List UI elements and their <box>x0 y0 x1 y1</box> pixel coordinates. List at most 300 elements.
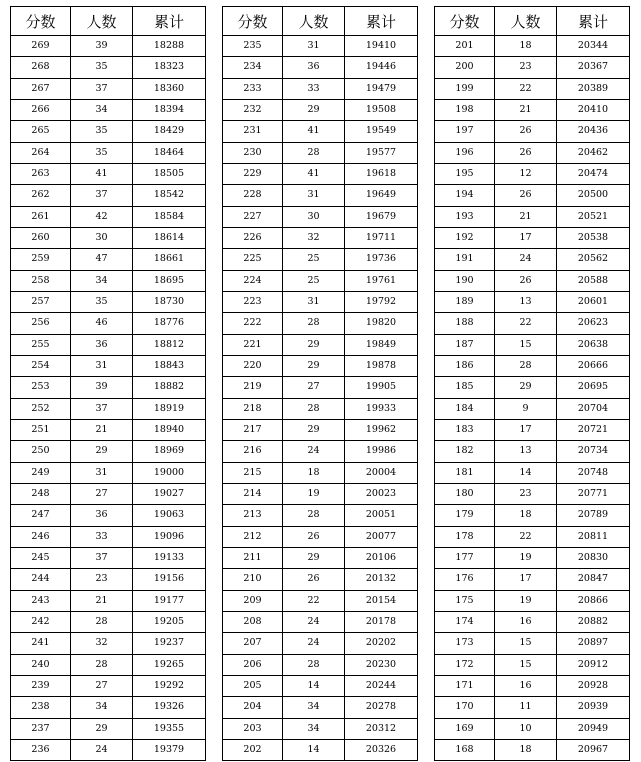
cumulative-cell: 20367 <box>557 57 630 78</box>
count-cell: 29 <box>283 334 345 355</box>
score-cell: 206 <box>223 654 283 675</box>
score-cell: 260 <box>11 227 71 248</box>
cumulative-cell: 18940 <box>133 419 206 440</box>
cumulative-cell: 20474 <box>557 163 630 184</box>
table-row <box>223 633 418 654</box>
cumulative-cell: 20704 <box>557 398 630 419</box>
cumulative-cell: 19736 <box>345 249 418 270</box>
score-cell: 256 <box>11 313 71 334</box>
table-row <box>11 569 206 590</box>
count-cell: 12 <box>495 163 557 184</box>
table-row <box>435 675 630 696</box>
table-row <box>435 121 630 142</box>
table-row <box>435 441 630 462</box>
table-row <box>11 121 206 142</box>
score-cell: 235 <box>223 36 283 57</box>
score-cell: 207 <box>223 633 283 654</box>
table-row <box>223 611 418 632</box>
score-cell: 205 <box>223 675 283 696</box>
cumulative-cell: 19177 <box>133 590 206 611</box>
score-cell: 194 <box>435 185 495 206</box>
cumulative-cell: 20004 <box>345 462 418 483</box>
cumulative-cell: 19292 <box>133 675 206 696</box>
count-cell: 19 <box>495 547 557 568</box>
score-cell: 269 <box>11 36 71 57</box>
count-cell: 21 <box>495 99 557 120</box>
cumulative-cell: 18661 <box>133 249 206 270</box>
header-count: 人数 <box>283 7 345 36</box>
count-cell: 23 <box>495 483 557 504</box>
count-cell: 28 <box>495 355 557 376</box>
score-cell: 174 <box>435 611 495 632</box>
table-row <box>435 697 630 718</box>
count-cell: 35 <box>71 291 133 312</box>
cumulative-cell: 20278 <box>345 697 418 718</box>
table-row <box>223 697 418 718</box>
score-cell: 219 <box>223 377 283 398</box>
count-cell: 11 <box>495 697 557 718</box>
count-cell: 14 <box>283 739 345 760</box>
cumulative-cell: 20106 <box>345 547 418 568</box>
table-row <box>223 227 418 248</box>
table-row <box>11 334 206 355</box>
count-cell: 24 <box>283 633 345 654</box>
count-cell: 15 <box>495 633 557 654</box>
cumulative-cell: 18542 <box>133 185 206 206</box>
score-cell: 172 <box>435 654 495 675</box>
table-row <box>11 483 206 504</box>
score-cell: 182 <box>435 441 495 462</box>
score-cell: 171 <box>435 675 495 696</box>
table-row <box>223 249 418 270</box>
cumulative-cell: 19479 <box>345 78 418 99</box>
count-cell: 21 <box>71 419 133 440</box>
count-cell: 19 <box>283 483 345 504</box>
cumulative-cell: 20132 <box>345 569 418 590</box>
score-cell: 203 <box>223 718 283 739</box>
count-cell: 31 <box>71 355 133 376</box>
cumulative-cell: 19379 <box>133 739 206 760</box>
table-row <box>223 78 418 99</box>
cumulative-cell: 18360 <box>133 78 206 99</box>
count-cell: 23 <box>71 569 133 590</box>
count-cell: 29 <box>71 441 133 462</box>
count-cell: 27 <box>71 675 133 696</box>
score-cell: 186 <box>435 355 495 376</box>
cumulative-cell: 20588 <box>557 270 630 291</box>
table-row <box>223 654 418 675</box>
table-row <box>435 569 630 590</box>
header-row <box>223 7 418 36</box>
count-cell: 17 <box>495 569 557 590</box>
cumulative-cell: 18843 <box>133 355 206 376</box>
cumulative-cell: 19711 <box>345 227 418 248</box>
cumulative-cell: 18323 <box>133 57 206 78</box>
table-row <box>11 462 206 483</box>
table-row <box>11 313 206 334</box>
header-cumulative: 累计 <box>133 7 206 36</box>
score-cell: 175 <box>435 590 495 611</box>
table-row <box>11 441 206 462</box>
count-cell: 28 <box>283 654 345 675</box>
score-cell: 178 <box>435 526 495 547</box>
score-cell: 187 <box>435 334 495 355</box>
table-row <box>223 163 418 184</box>
table-row <box>435 142 630 163</box>
score-cell: 233 <box>223 78 283 99</box>
count-cell: 32 <box>283 227 345 248</box>
table-row <box>11 163 206 184</box>
header-score: 分数 <box>435 7 495 36</box>
cumulative-cell: 19820 <box>345 313 418 334</box>
cumulative-cell: 20721 <box>557 419 630 440</box>
score-cell: 215 <box>223 462 283 483</box>
cumulative-cell: 20562 <box>557 249 630 270</box>
score-cell: 226 <box>223 227 283 248</box>
score-cell: 255 <box>11 334 71 355</box>
count-cell: 15 <box>495 654 557 675</box>
table-body <box>11 36 206 761</box>
count-cell: 46 <box>71 313 133 334</box>
count-cell: 32 <box>71 633 133 654</box>
score-cell: 234 <box>223 57 283 78</box>
score-cell: 218 <box>223 398 283 419</box>
score-cell: 190 <box>435 270 495 291</box>
cumulative-cell: 20312 <box>345 718 418 739</box>
cumulative-cell: 20410 <box>557 99 630 120</box>
cumulative-cell: 20178 <box>345 611 418 632</box>
count-cell: 36 <box>283 57 345 78</box>
table-row <box>223 57 418 78</box>
cumulative-cell: 19508 <box>345 99 418 120</box>
table-row <box>435 419 630 440</box>
cumulative-cell: 18882 <box>133 377 206 398</box>
count-cell: 14 <box>495 462 557 483</box>
header-score: 分数 <box>11 7 71 36</box>
count-cell: 26 <box>283 569 345 590</box>
table-row <box>435 99 630 120</box>
cumulative-cell: 19849 <box>345 334 418 355</box>
cumulative-cell: 20866 <box>557 590 630 611</box>
table-row <box>11 185 206 206</box>
score-cell: 185 <box>435 377 495 398</box>
score-cell: 238 <box>11 697 71 718</box>
score-cell: 181 <box>435 462 495 483</box>
score-cell: 200 <box>435 57 495 78</box>
cumulative-cell: 20949 <box>557 718 630 739</box>
score-cell: 251 <box>11 419 71 440</box>
count-cell: 24 <box>495 249 557 270</box>
cumulative-cell: 20344 <box>557 36 630 57</box>
count-cell: 15 <box>495 334 557 355</box>
score-table-2 <box>222 6 418 761</box>
cumulative-cell: 20538 <box>557 227 630 248</box>
table-row <box>223 547 418 568</box>
score-cell: 264 <box>11 142 71 163</box>
count-cell: 33 <box>71 526 133 547</box>
table-row <box>11 355 206 376</box>
cumulative-cell: 19096 <box>133 526 206 547</box>
score-cell: 262 <box>11 185 71 206</box>
table-row <box>223 355 418 376</box>
count-cell: 34 <box>71 697 133 718</box>
count-cell: 28 <box>283 505 345 526</box>
table-row <box>435 249 630 270</box>
cumulative-cell: 20789 <box>557 505 630 526</box>
count-cell: 42 <box>71 206 133 227</box>
table-row <box>11 206 206 227</box>
count-cell: 29 <box>283 547 345 568</box>
cumulative-cell: 20462 <box>557 142 630 163</box>
count-cell: 41 <box>283 163 345 184</box>
table-row <box>11 227 206 248</box>
cumulative-cell: 19063 <box>133 505 206 526</box>
count-cell: 27 <box>71 483 133 504</box>
cumulative-cell: 19933 <box>345 398 418 419</box>
cumulative-cell: 18394 <box>133 99 206 120</box>
count-cell: 24 <box>71 739 133 760</box>
count-cell: 33 <box>283 78 345 99</box>
cumulative-cell: 19355 <box>133 718 206 739</box>
score-table-1 <box>10 6 206 761</box>
table-row <box>11 739 206 760</box>
score-cell: 223 <box>223 291 283 312</box>
cumulative-cell: 18464 <box>133 142 206 163</box>
score-cell: 222 <box>223 313 283 334</box>
table-row <box>11 526 206 547</box>
table-row <box>223 419 418 440</box>
score-cell: 169 <box>435 718 495 739</box>
cumulative-cell: 20912 <box>557 654 630 675</box>
score-cell: 246 <box>11 526 71 547</box>
score-cell: 198 <box>435 99 495 120</box>
score-cell: 221 <box>223 334 283 355</box>
table-row <box>435 78 630 99</box>
count-cell: 9 <box>495 398 557 419</box>
score-cell: 240 <box>11 654 71 675</box>
cumulative-cell: 20389 <box>557 78 630 99</box>
cumulative-cell: 19000 <box>133 462 206 483</box>
count-cell: 21 <box>495 206 557 227</box>
cumulative-cell: 20695 <box>557 377 630 398</box>
cumulative-cell: 18614 <box>133 227 206 248</box>
table-row <box>435 355 630 376</box>
table-row <box>223 526 418 547</box>
table-row <box>11 633 206 654</box>
table-row <box>11 675 206 696</box>
count-cell: 17 <box>495 227 557 248</box>
table-row <box>435 334 630 355</box>
table-row <box>435 590 630 611</box>
score-cell: 220 <box>223 355 283 376</box>
table-row <box>435 611 630 632</box>
score-cell: 204 <box>223 697 283 718</box>
cumulative-cell: 18812 <box>133 334 206 355</box>
table-row <box>223 36 418 57</box>
cumulative-cell: 19962 <box>345 419 418 440</box>
header-cumulative: 累计 <box>557 7 630 36</box>
cumulative-cell: 19205 <box>133 611 206 632</box>
count-cell: 13 <box>495 291 557 312</box>
table-row <box>223 291 418 312</box>
score-cell: 209 <box>223 590 283 611</box>
count-cell: 16 <box>495 675 557 696</box>
score-cell: 183 <box>435 419 495 440</box>
score-cell: 168 <box>435 739 495 760</box>
cumulative-cell: 18730 <box>133 291 206 312</box>
score-cell: 258 <box>11 270 71 291</box>
score-cell: 253 <box>11 377 71 398</box>
score-cell: 266 <box>11 99 71 120</box>
cumulative-cell: 20436 <box>557 121 630 142</box>
cumulative-cell: 20638 <box>557 334 630 355</box>
table-row <box>11 291 206 312</box>
count-cell: 26 <box>495 185 557 206</box>
count-cell: 26 <box>495 270 557 291</box>
table-row <box>435 505 630 526</box>
score-table-3 <box>434 6 630 761</box>
cumulative-cell: 20771 <box>557 483 630 504</box>
score-cell: 211 <box>223 547 283 568</box>
cumulative-cell: 19649 <box>345 185 418 206</box>
count-cell: 29 <box>495 377 557 398</box>
count-cell: 31 <box>283 185 345 206</box>
table-row <box>11 547 206 568</box>
score-cell: 184 <box>435 398 495 419</box>
cumulative-cell: 19326 <box>133 697 206 718</box>
cumulative-cell: 20939 <box>557 697 630 718</box>
table-row <box>11 377 206 398</box>
table-row <box>11 270 206 291</box>
score-cell: 177 <box>435 547 495 568</box>
count-cell: 17 <box>495 419 557 440</box>
cumulative-cell: 20051 <box>345 505 418 526</box>
score-cell: 199 <box>435 78 495 99</box>
score-cell: 217 <box>223 419 283 440</box>
score-cell: 267 <box>11 78 71 99</box>
count-cell: 22 <box>495 313 557 334</box>
score-cell: 202 <box>223 739 283 760</box>
table-row <box>11 78 206 99</box>
score-cell: 225 <box>223 249 283 270</box>
header-score: 分数 <box>223 7 283 36</box>
count-cell: 28 <box>283 313 345 334</box>
table-row <box>223 441 418 462</box>
cumulative-cell: 20202 <box>345 633 418 654</box>
table-row <box>223 590 418 611</box>
count-cell: 28 <box>283 398 345 419</box>
score-cell: 212 <box>223 526 283 547</box>
cumulative-cell: 18505 <box>133 163 206 184</box>
count-cell: 37 <box>71 185 133 206</box>
score-cell: 193 <box>435 206 495 227</box>
score-cell: 224 <box>223 270 283 291</box>
score-cell: 252 <box>11 398 71 419</box>
table-row <box>11 398 206 419</box>
cumulative-cell: 20077 <box>345 526 418 547</box>
table-row <box>223 377 418 398</box>
table-row <box>11 611 206 632</box>
cumulative-cell: 20882 <box>557 611 630 632</box>
score-cell: 265 <box>11 121 71 142</box>
table-row <box>11 57 206 78</box>
table-row <box>223 334 418 355</box>
score-cell: 228 <box>223 185 283 206</box>
table-row <box>435 633 630 654</box>
cumulative-cell: 18919 <box>133 398 206 419</box>
cumulative-cell: 18776 <box>133 313 206 334</box>
count-cell: 29 <box>283 419 345 440</box>
table-row <box>11 36 206 57</box>
cumulative-cell: 19618 <box>345 163 418 184</box>
count-cell: 31 <box>283 36 345 57</box>
count-cell: 19 <box>495 590 557 611</box>
table-row <box>435 163 630 184</box>
cumulative-cell: 19410 <box>345 36 418 57</box>
table-row <box>223 505 418 526</box>
table-row <box>11 249 206 270</box>
count-cell: 23 <box>495 57 557 78</box>
count-cell: 26 <box>495 121 557 142</box>
count-cell: 26 <box>283 526 345 547</box>
count-cell: 22 <box>495 526 557 547</box>
count-cell: 39 <box>71 377 133 398</box>
header-cumulative: 累计 <box>345 7 418 36</box>
count-cell: 18 <box>495 739 557 760</box>
score-cell: 230 <box>223 142 283 163</box>
cumulative-cell: 19679 <box>345 206 418 227</box>
count-cell: 35 <box>71 142 133 163</box>
count-cell: 16 <box>495 611 557 632</box>
cumulative-cell: 20023 <box>345 483 418 504</box>
table-row <box>435 206 630 227</box>
count-cell: 25 <box>283 270 345 291</box>
count-cell: 22 <box>283 590 345 611</box>
table-row <box>435 313 630 334</box>
cumulative-cell: 19549 <box>345 121 418 142</box>
table-row <box>11 654 206 675</box>
count-cell: 28 <box>283 142 345 163</box>
header-row <box>11 7 206 36</box>
table-row <box>223 206 418 227</box>
table-row <box>223 99 418 120</box>
score-cell: 192 <box>435 227 495 248</box>
score-cell: 232 <box>223 99 283 120</box>
table-body <box>223 36 418 761</box>
count-cell: 14 <box>283 675 345 696</box>
table-row <box>223 121 418 142</box>
count-cell: 30 <box>283 206 345 227</box>
count-cell: 37 <box>71 547 133 568</box>
table-row <box>223 185 418 206</box>
count-cell: 31 <box>71 462 133 483</box>
table-row <box>223 739 418 760</box>
score-cell: 231 <box>223 121 283 142</box>
cumulative-cell: 19905 <box>345 377 418 398</box>
cumulative-cell: 19577 <box>345 142 418 163</box>
table-row <box>435 526 630 547</box>
count-cell: 13 <box>495 441 557 462</box>
count-cell: 35 <box>71 121 133 142</box>
count-cell: 34 <box>283 697 345 718</box>
score-cell: 216 <box>223 441 283 462</box>
count-cell: 47 <box>71 249 133 270</box>
count-cell: 18 <box>495 505 557 526</box>
table-row <box>435 718 630 739</box>
cumulative-cell: 20830 <box>557 547 630 568</box>
count-cell: 37 <box>71 78 133 99</box>
score-cell: 176 <box>435 569 495 590</box>
